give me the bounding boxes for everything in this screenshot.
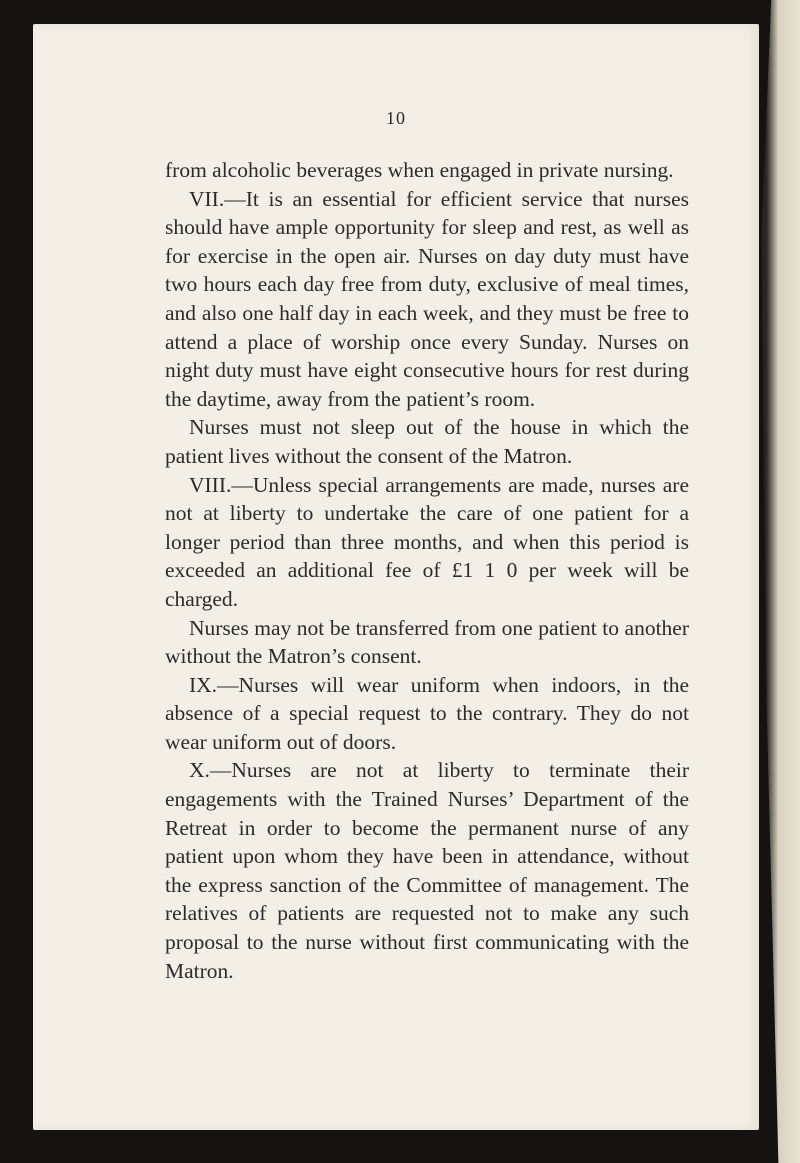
- paragraph-rule-viii: VIII.—Unless special arrangements are made, nurses are not at liberty to undertake the care of one patient for a longer period than three months, and when this period is exceeded an additional fee of £1 1 0 per week will be charged.: [165, 472, 689, 611]
- adjacent-page-edge: [752, 0, 800, 1163]
- paragraph-transfer: Nurses may not be transferred from one patient to another without the Matron’s consent.: [165, 615, 689, 669]
- paragraph-continuation: from alcoholic beverages when engaged in private nursing.: [165, 158, 674, 182]
- paragraph-sleep-out: Nurses must not sleep out of the house in which the patient lives without the consent of the Matron.: [165, 415, 689, 468]
- paragraph-rule-x: X.—Nurses are not at liberty to terminate their engagements with the Trained Nurses’ Department of the Retreat in order to become the permanent nurse of any patient upon whom they have been in attendance, without the express sanction of the Committee of management. The relatives of patients are requested not to make any such proposal to the nurse without first communicating with the Matron.: [165, 758, 689, 983]
- paragraph-rule-ix: IX.—Nurses will wear uniform when indoors, in the absence of a special request to the contrary. They do not wear uniform out of doors.: [165, 672, 689, 754]
- paragraph-rule-vii: VII.—It is an essential for efficient service that nurses should have ample opportunity for sleep and rest, as well as for exercise in the open air. Nurses on day duty must have two hours each day free from duty, exclusive of meal times, and also one half day in each week, and they must be free to attend a place of worship once every Sunday. Nurses on night duty must have eight consecutive hours for rest during the daytime, away from the patient’s room.: [165, 186, 689, 411]
- book-page: [33, 24, 759, 1130]
- page-number: 10: [386, 108, 406, 128]
- page-body: [165, 156, 689, 985]
